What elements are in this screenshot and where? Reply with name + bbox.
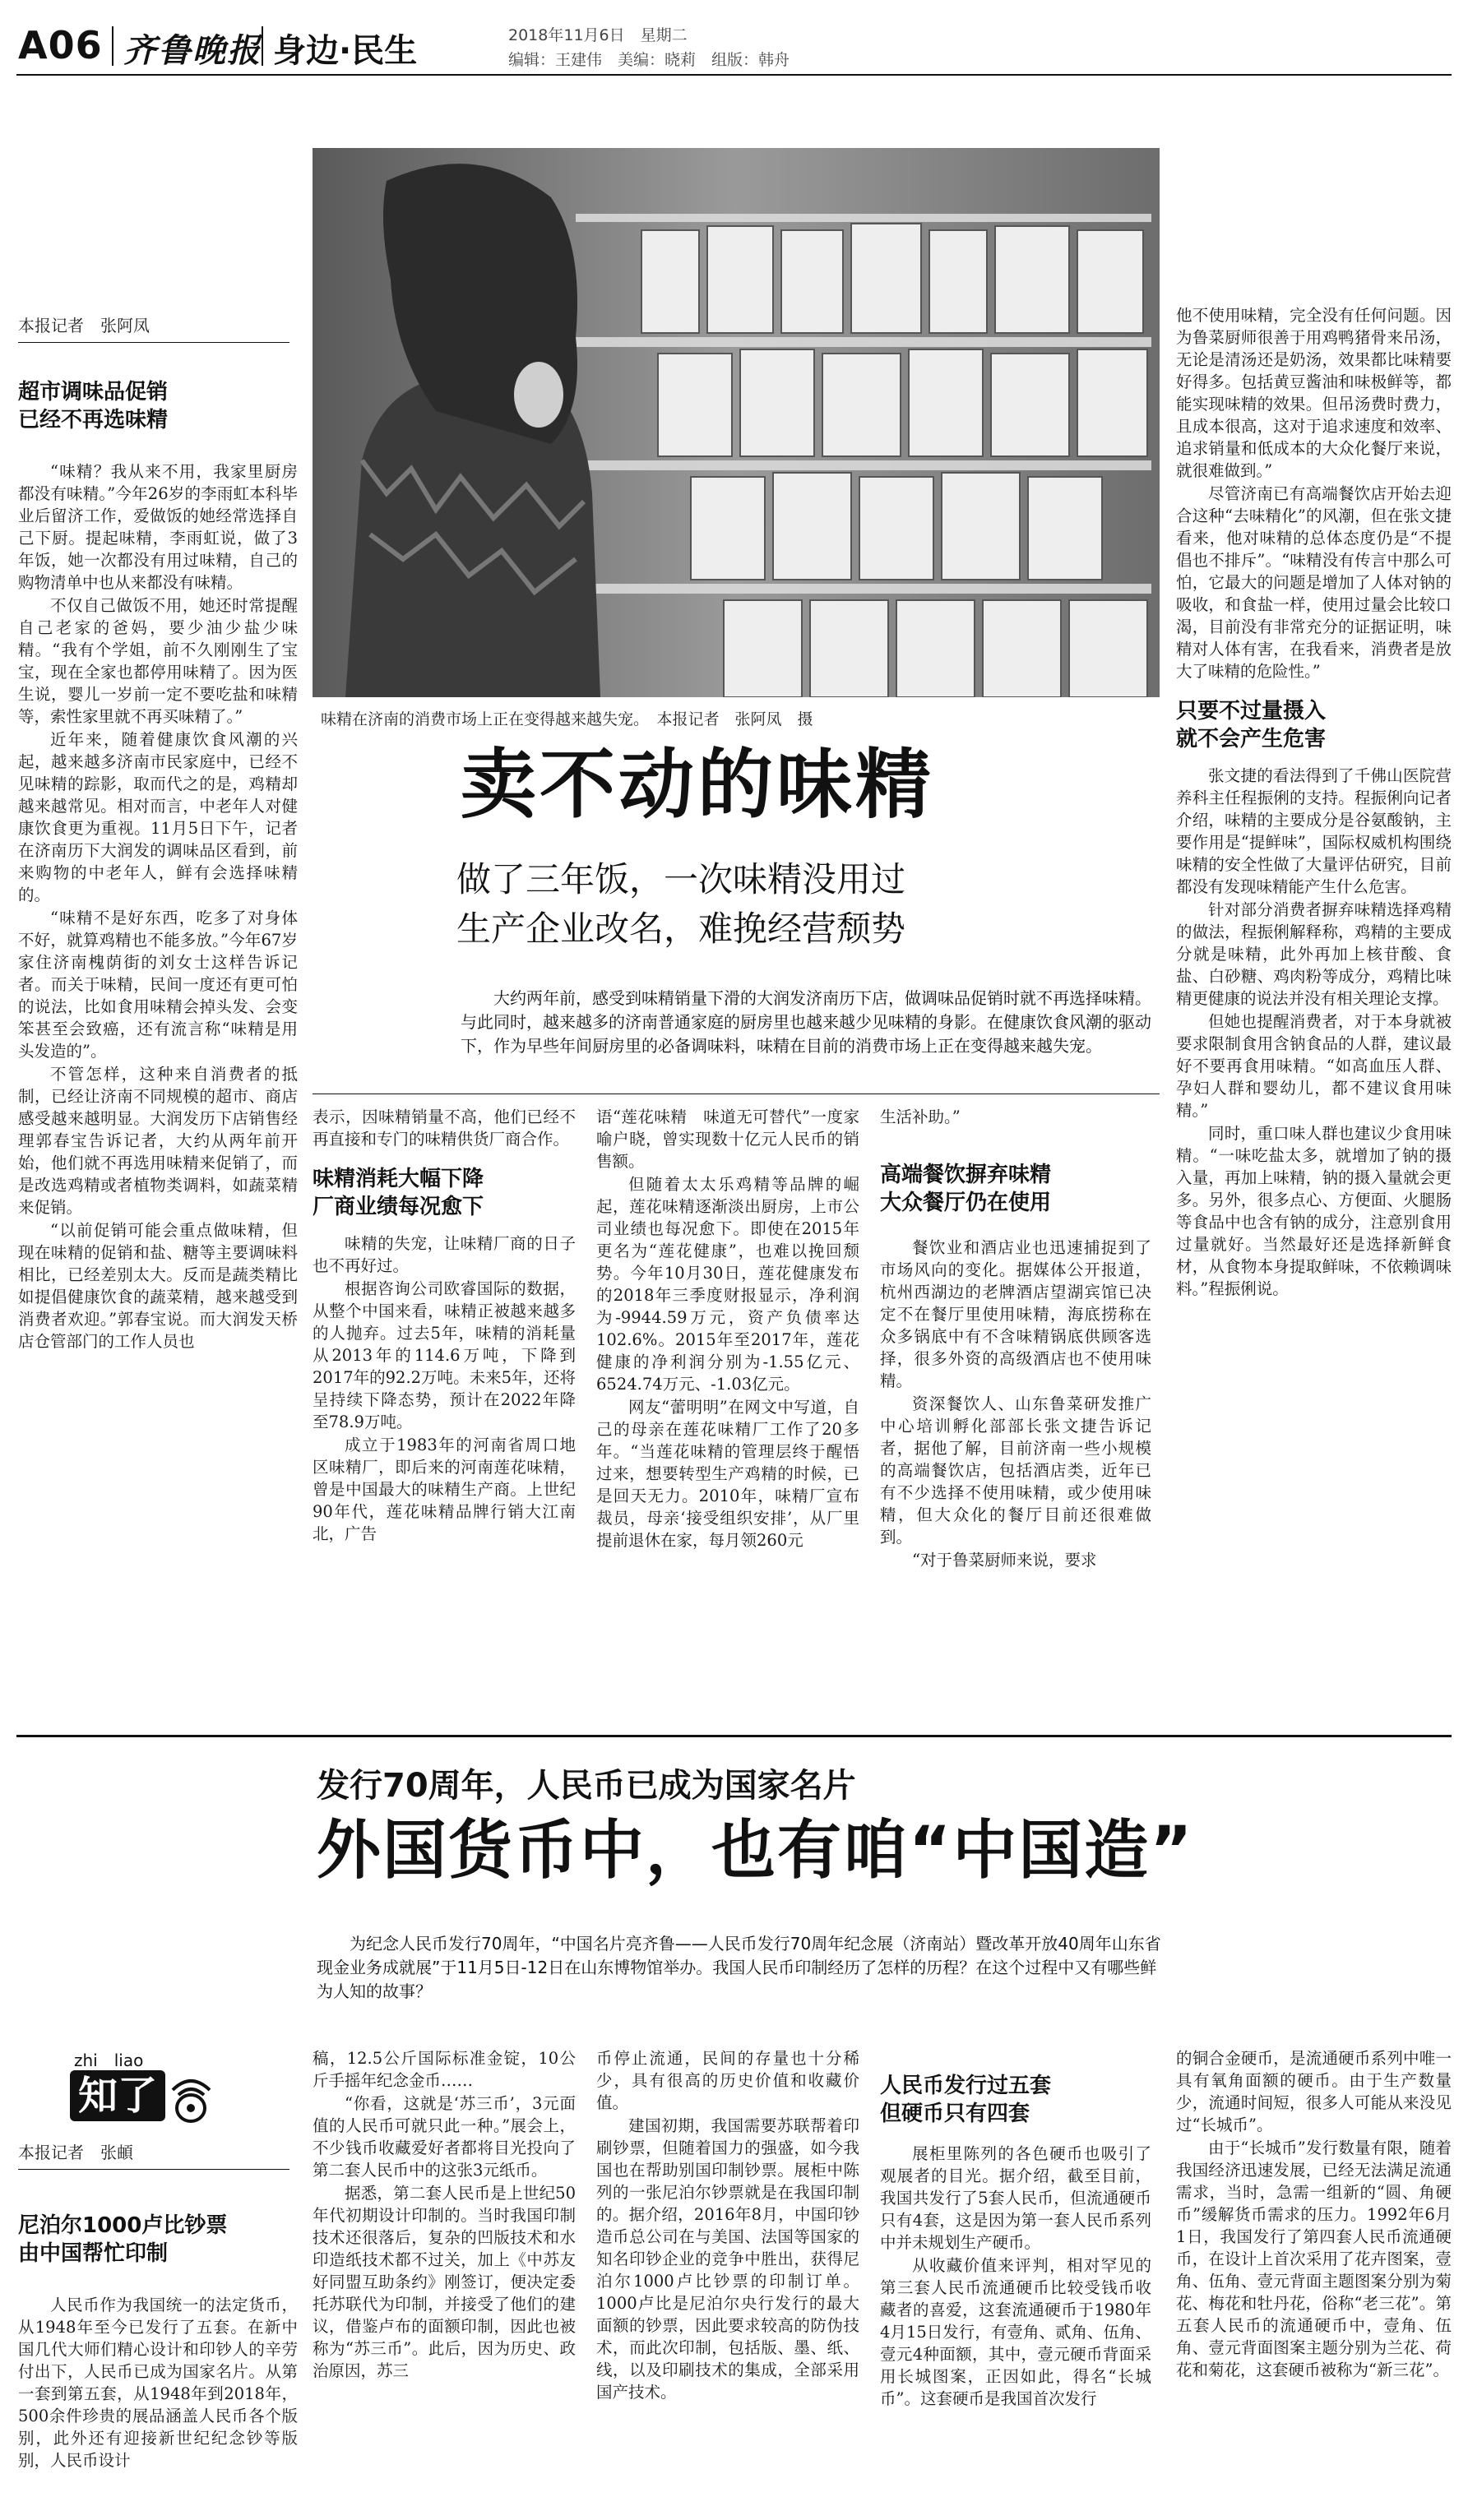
zhiliao-logo — [33, 2047, 222, 2125]
issue-date: 2018年11月6日 星期二 — [508, 26, 688, 44]
subhead: 高端餐饮摒弃味精 大众餐厅仍在使用 — [880, 1163, 1052, 1215]
supermarket-photo-illustration — [313, 148, 1160, 697]
section-divider — [16, 1735, 1452, 1737]
newspaper-logo: 齐鲁晚报 — [123, 31, 262, 70]
photo-caption: 味精在济南的消费市场上正在变得越来越失宠。 本报记者 张阿凤 摄 — [321, 710, 813, 728]
article-column: 表示，因味精销量不高，他们已经不再直接和专门的味精供货厂商合作。 味精消耗大幅下降 厂商业绩每况愈下 味精的失宠，让味精厂商的日子也不再好过。 根据咨询公司欧睿国际的数据，从整个中国来看，味精正被越来越多的人抛弃。过去5年，味精的消耗量从2013年的114.6万吨，下降到2017年的92.2万吨。未来5年，还将呈持续下降态势，预计在2022年降至78.9万吨。 成立于1983年的河南省周口地区味精厂，即后来的河南莲花味精，曾是中国最大的味精生产商。上世纪90年代，莲花味精品牌行销大江南北，广告 — [313, 1107, 576, 1543]
article-column: 生活补助。” 高端餐饮摒弃味精 大众餐厅仍在使用 餐饮业和酒店业也迅速捕捉到了市场风向的变化。据媒体公开报道，杭州西湖边的老牌酒店望湖宾馆已决定不在餐厅里使用味精，海底捞称在众多锅底中有不含味精锅底供顾客选择，很多外资的高级酒店也不使用味精。 资深餐饮人、山东鲁菜研发推广中心培训孵化部部长张文捷告诉记者，据他了解，目前济南一些小规模的高端餐饮店，包括酒店类，近年已有不少选择不使用味精，或少使用味精，但大众化的餐厅目前还很难做到。 “对于鲁菜厨师来说，要求 — [880, 1107, 1151, 1570]
story-headline: 外国货币中，也有咱“中国造” — [317, 1814, 1194, 1888]
masthead-rule — [16, 74, 1452, 76]
masthead-divider — [262, 26, 263, 66]
article-column: 稿，12.5公斤国际标准金锭，10公斤手摇年纪念金币…… “你看，这就是‘苏三币’，3元面值的人民币可就只此一种。”展会上，不少钱币收藏爱好者都将目光投向了第二套人民币中的这张3元纸币。 据悉，第二套人民币是上世纪50年代初期设计印制的。当时我国印制技术还很落后，复杂的凹版技术和水印造纸技术都不过关，加上《中苏友好同盟互助条约》刚签订，便决定委托苏联代为印制，并接受了他们的建议，借鉴卢布的面额印制，因此也被称为“苏三币”。此后，因为历史、政治原因，苏三 — [313, 2049, 576, 2380]
byline: 本报记者 张頔 — [18, 2143, 133, 2162]
subhead: 人民币发行过五套 但硬币只有四套 — [880, 2074, 1052, 2126]
subhead: 尼泊尔1000卢比钞票 由中国帮忙印制 — [18, 2213, 228, 2266]
logo-pinyin: zhi liao — [74, 2051, 144, 2070]
article-column: 的铜合金硬币，是流通硬币系列中唯一具有氧角面额的硬币。由于生产数量少，流通时间短，很多人可能从来没见过“长城币”。 由于“长城币”发行数量有限，随着我国经济迅速发展，已经无法满足流通需求，当时，急需一组新的“圆、角硬币”缓解货币需求的压力。1992年6月1日，我国发行了第四套人民币流通硬币，在设计上首次采用了花卉图案，壹角、伍角、壹元背面主题图案分别为菊花、梅花和牡丹花，俗称“老三花”。第五套人民币的流通硬币中，壹角、伍角、壹元背面图案主题分别为兰花、荷花和菊花，这套硬币被称为“新三花”。 — [1176, 2049, 1452, 2379]
article-column: 人民币发行过五套 但硬币只有四套 展柜里陈列的各色硬币也吸引了观展者的目光。据介绍，截至目前，我国共发行了5套人民币，但流通硬币只有4套，这是因为第一套人民币系列中并未规划生产硬币。 从收藏价值来评判，相对罕见的第三套人民币流通硬币比较受钱币收藏者的喜爱，这套流通硬币于1980年4月15日发行，有壹角、贰角、伍角、壹元4种面额，其中，壹元硬币背面采用长城图案，正因如此，得名“长城币”。这套硬币是我国首次发行 — [880, 2074, 1151, 2408]
article-column: 语“莲花味精 味道无可替代”一度家喻户晓，曾实现数十亿元人民币的销售额。 但随着太太乐鸡精等品牌的崛起，莲花味精逐渐淡出厨房，上市公司业绩也每况愈下。即使在2015年更名为“莲花健康”，也难以挽回颓势。今年10月30日，莲花健康发布的2018年三季度财报显示，净利润为-9944.59万元，资产负债率达102.6%。2015年至2017年，莲花健康的净利润分别为-1.55亿元、6524.74万元、-1.03亿元。 网友“蕾明明”在网文中写道，自己的母亲在莲花味精厂工作了20多年。“当莲花味精的管理层终于醒悟过来，想要转型生产鸡精的时候，已是回天无力。2010年，味精厂宣布裁员，母亲‘接受组织安排’，从厂里提前退休在家，每月领260元 — [596, 1107, 859, 1550]
lead-paragraph: 为纪念人民币发行70周年，“中国名片亮齐鲁——人民币发行70周年纪念展（济南站）暨改革开放40周年山东省现金业务成就展”于11月5日-12日在山东博物馆举办。我国人民币印制经历了怎样的历程？在这个过程中又有哪些鲜为人知的故事？ — [317, 1934, 1161, 2001]
article-column: 币停止流通，民间的存量也十分稀少，具有很高的历史价值和收藏价值。 建国初期，我国需要苏联帮着印刷钞票，但随着国力的强盛，如今我国也在帮助别国印制钞票。展柜中陈列的一张尼泊尔钞票就是在我国印制的。据介绍，2016年8月，中国印钞造币总公司在与美国、法国等国家的知名印钞企业的竞争中胜出，获得尼泊尔1000卢比钞票的印制订单。1000卢比是尼泊尔央行发行的最大面额的钞票，因此要求较高的防伪技术，而此次印制，包括版、墨、纸、线，以及印刷技术的集成，全部采用国产技术。 — [596, 2049, 859, 2402]
headline-subtitle: 做了三年饭，一次味精没用过 生产企业改名，难挽经营颓势 — [456, 859, 906, 949]
subhead: 超市调味品促销 已经不再选味精 — [18, 380, 169, 432]
masthead-divider — [112, 26, 113, 66]
lead-paragraph: 大约两年前，感受到味精销量下滑的大润发济南历下店，做调味品促销时就不再选择味精。与此同时，越来越多的济南普通家庭的厨房里也越来越少见味精的身影。在健康饮食风潮的驱动下，作为早些年间厨房里的必备调味料，味精在目前的消费市场上正在变得越来越失宠。 — [461, 988, 1151, 1056]
editor-credits: 编辑：王建伟 美编：晓莉 组版：韩舟 — [508, 51, 790, 69]
byline: 本报记者 张阿凤 — [18, 316, 150, 335]
cicada-icon — [169, 2072, 214, 2123]
article-column: 他不使用味精，完全没有任何问题。因为鲁菜厨师很善于用鸡鸭猪骨来吊汤，无论是清汤还是奶汤，效果都比味精要好得多。包括黄豆酱油和味极鲜等，都能实现味精的效果。但吊汤费时费力，且成本很高，这对于追求速度和效率、追求销量和低成本的大众化餐厅来说，就很难做到。” 尽管济南已有高端餐饮店开始去迎合这种“去味精化”的风潮，但在张文捷看来，他对味精的总体态度仍是“不提倡也不排斥”。“味精没有传言中那么可怕，它最大的问题是增加了人体对钠的吸收，和食盐一样，使用过量会比较口渴，目前没有非常充分的证据证明，味精对人体有害，在我看来，消费者是放大了味精的危险性。” 只要不过量摄入 就不会产生危害 张文捷的看法得到了千佛山医院营养科主任程振俐的支持。程振俐向记者介绍，味精的主要成分是谷氨酸钠，主要作用是“提鲜味”，国际权威机构围绕味精的安全性做了大量评估研究，目前都没有发现味精能产生什么危害。 针对部分消费者摒弃味精选择鸡精的做法，程振俐解释称，鸡精的主要成分就是味精，此外再加上核苷酸、食盐、白砂糖、鸡肉粉等成分，鸡精比味精更健康的说法并没有相关理论支撑。 但她也提醒消费者，对于本身就被要求限制食用含钠食品的人群，建议最好不要再食用味精。“如高血压人群、孕妇人群和婴幼儿，都不建议食用味精。” 同时，重口味人群也建议少食用味精。“一味吃盐太多，就增加了钠的摄入量，再加上味精，钠的摄入量就会更多。另外，很多点心、方便面、火腿肠等食品中也含有钠的成分，注意别食用过量就好。当然最好还是选择新鲜食材，从食物本身提取鲜味，不依赖调味料。”程振俐说。 — [1176, 306, 1452, 1298]
main-headline: 卖不动的味精 — [461, 741, 935, 829]
logo-text: 知了 — [70, 2070, 165, 2121]
subhead: 味精消耗大幅下降 厂商业绩每况愈下 — [313, 1167, 484, 1219]
story-kicker: 发行70周年，人民币已成为国家名片 — [317, 1767, 856, 1805]
page-number: A06 — [18, 23, 103, 67]
byline-rule — [18, 2169, 289, 2170]
story-photo — [313, 148, 1160, 697]
byline-rule — [18, 342, 289, 343]
article-column: “味精？我从来不用，我家里厨房都没有味精。”今年26岁的李雨虹本科毕业后留济工作，爱做饭的她经常选择自己下厨。提起味精，李雨虹说，做了3年饭，她一次都没有用过味精，自己的购物清单中也从来都没有味精。 不仅自己做饭不用，她还时常提醒自己老家的爸妈，要少油少盐少味精。“我有个学姐，前不久刚刚生了宝宝，现在全家也都停用味精了。因为医生说，婴儿一岁前一定不要吃盐和味精等，索性家里就不再买味精了。” 近年来，随着健康饮食风潮的兴起，越来越多济南市民家庭中，已经不见味精的踪影，取而代之的是，鸡精却越来越常见。相对而言，中老年人对健康饮食更为重视。11月5日下午，记者在济南历下大润发的调味品区看到，前来购物的中老年人，鲜有会选择味精的。 “味精不是好东西，吃多了对身体不好，就算鸡精也不能多放。”今年67岁家住济南槐荫街的刘女士这样告诉记者。而关于味精，民间一度还有更可怕的说法，比如食用味精会掉头发、会变笨甚至会致癌，还有流言称“味精是用头发造的”。 不管怎样，这种来自消费者的抵制，已经让济南不同规模的超市、商店感受越来越明显。大润发历下店销售经理郭春宝告诉记者，大约从两年前开始，他们就不再选用味精来促销了，而是改选鸡精或者植物类调料，如蔬菜精来促销。 “以前促销可能会重点做味精，但现在味精的促销和盐、糖等主要调味料相比，已经差别太大。反而是蔬类精比如提倡健康饮食的蔬菜精，越来越受到消费者欢迎。”郭春宝说。而大润发天桥店仓管部门的工作人员也 — [18, 462, 298, 1351]
subhead: 只要不过量摄入 就不会产生危害 — [1176, 699, 1327, 751]
section-title: 身边·民生 — [273, 32, 418, 70]
article-column: 人民币作为我国统一的法定货币，从1948年至今已发行了五套。在新中国几代大师们精心设计和印钞人的辛劳付出下，人民币已成为国家名片。从第一套到第五套，从1948年到2018年，500余件珍贵的展品涵盖人民币各个版别，此外还有迎接新世纪纪念钞等版别，人民币设计 — [18, 2296, 298, 2470]
